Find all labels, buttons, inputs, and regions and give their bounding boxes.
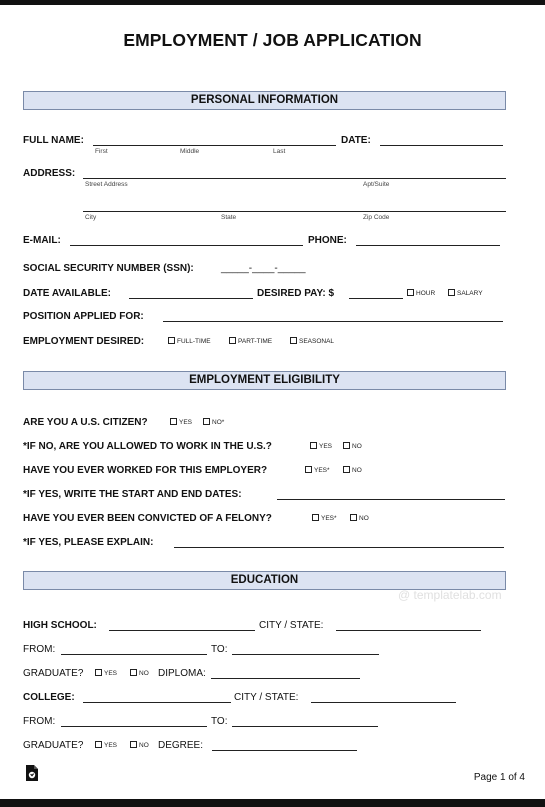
college-city-state-label: CITY / STATE: <box>234 692 299 703</box>
address-city-field[interactable] <box>83 211 506 212</box>
hs-to-label: TO: <box>211 644 228 655</box>
felony-label: HAVE YOU EVER BEEN CONVICTED OF A FELONY? <box>23 513 272 524</box>
high-school-row <box>23 619 506 633</box>
middle-caption: Middle <box>180 148 200 155</box>
section-header-personal: PERSONAL INFORMATION <box>23 91 506 110</box>
felony-no-option[interactable]: NO <box>350 513 369 524</box>
college-graduate-row <box>23 739 506 753</box>
apt-caption: Apt/Suite <box>363 181 390 188</box>
worked-no-option[interactable]: NO <box>343 465 362 476</box>
worked-before-label: HAVE YOU EVER WORKED FOR THIS EMPLOYER? <box>23 465 268 476</box>
degree-label: DEGREE: <box>158 740 204 751</box>
citizen-row <box>23 416 506 430</box>
part-time-option[interactable]: PART-TIME <box>229 336 272 347</box>
college-dates-row <box>23 715 506 729</box>
hs-to-field[interactable] <box>232 654 379 655</box>
checkbox[interactable] <box>312 514 319 521</box>
hs-from-label: FROM: <box>23 644 56 655</box>
hs-graduate-yes-option[interactable]: YES <box>95 668 117 679</box>
hs-city-state-field[interactable] <box>336 630 481 631</box>
hs-from-field[interactable] <box>61 654 207 655</box>
city-caption: City <box>85 214 97 221</box>
hs-city-state-label: CITY / STATE: <box>259 620 324 631</box>
checkbox[interactable] <box>290 337 297 344</box>
phone-field[interactable] <box>356 245 500 246</box>
college-from-field[interactable] <box>61 726 207 727</box>
seasonal-option[interactable]: SEASONAL <box>290 336 334 347</box>
address-street-field[interactable] <box>83 178 506 179</box>
high-school-field[interactable] <box>109 630 255 631</box>
hour-option[interactable]: HOUR <box>407 288 435 299</box>
full-time-option[interactable]: FULL-TIME <box>168 336 211 347</box>
high-school-label: HIGH SCHOOL: <box>23 620 97 631</box>
checkbox[interactable] <box>343 442 350 449</box>
checkbox[interactable] <box>130 741 137 748</box>
checkbox[interactable] <box>130 669 137 676</box>
page-title: EMPLOYMENT / JOB APPLICATION <box>123 30 422 50</box>
ssn-field[interactable]: _____-____-_____ <box>221 263 306 274</box>
checkbox[interactable] <box>168 337 175 344</box>
start-end-dates-field[interactable] <box>277 499 505 500</box>
email-field[interactable] <box>70 245 303 246</box>
college-graduate-no-option[interactable]: NO <box>130 740 149 751</box>
desired-pay-label: DESIRED PAY: $ <box>257 288 335 299</box>
felony-row <box>23 512 506 526</box>
college-graduate-yes-option[interactable]: YES <box>95 740 117 751</box>
checkbox[interactable] <box>350 514 357 521</box>
felony-explain-row <box>23 536 506 550</box>
address-label: ADDRESS: <box>23 168 76 179</box>
position-row <box>23 310 506 324</box>
work-allowed-yes-option[interactable]: YES <box>310 441 332 452</box>
availability-row <box>23 287 506 301</box>
hs-graduate-label: GRADUATE? <box>23 668 84 679</box>
state-caption: State <box>221 214 237 221</box>
start-end-dates-row <box>23 488 506 502</box>
email-row <box>23 234 506 248</box>
checkbox[interactable] <box>448 289 455 296</box>
college-city-state-field[interactable] <box>311 702 456 703</box>
bottom-border <box>0 799 545 807</box>
date-available-label: DATE AVAILABLE: <box>23 288 111 299</box>
hs-graduate-no-option[interactable]: NO <box>130 668 149 679</box>
checkbox[interactable] <box>95 741 102 748</box>
ssn-label: SOCIAL SECURITY NUMBER (SSN): <box>23 263 194 274</box>
felony-yes-option[interactable]: YES* <box>312 513 337 524</box>
full-name-row <box>23 134 506 155</box>
employment-desired-label: EMPLOYMENT DESIRED: <box>23 336 145 347</box>
diploma-label: DIPLOMA: <box>158 668 206 679</box>
last-caption: Last <box>273 148 286 155</box>
checkbox[interactable] <box>343 466 350 473</box>
date-available-field[interactable] <box>129 298 253 299</box>
zip-caption: Zip Code <box>363 214 390 221</box>
full-name-field[interactable] <box>93 145 336 146</box>
salary-option[interactable]: SALARY <box>448 288 483 299</box>
checkbox[interactable] <box>95 669 102 676</box>
college-to-field[interactable] <box>232 726 378 727</box>
address-city-row <box>23 200 506 221</box>
document-icon <box>25 764 39 782</box>
position-label: POSITION APPLIED FOR: <box>23 311 144 322</box>
citizen-yes-option[interactable]: YES <box>170 417 192 428</box>
street-caption: Street Address <box>85 181 128 188</box>
hs-dates-row <box>23 643 506 657</box>
checkbox[interactable] <box>310 442 317 449</box>
ssn-row <box>23 262 506 276</box>
date-label: DATE: <box>341 135 371 146</box>
work-allowed-label: *IF NO, ARE YOU ALLOWED TO WORK IN THE U.S.? <box>23 441 272 452</box>
checkbox[interactable] <box>305 466 312 473</box>
section-header-education: EDUCATION <box>23 571 506 590</box>
college-row <box>23 691 506 705</box>
worked-yes-option[interactable]: YES* <box>305 465 330 476</box>
citizen-label: ARE YOU A U.S. CITIZEN? <box>23 417 148 428</box>
felony-explain-label: *IF YES, PLEASE EXPLAIN: <box>23 537 154 548</box>
date-field[interactable] <box>380 145 503 146</box>
section-header-eligibility: EMPLOYMENT ELIGIBILITY <box>23 371 506 390</box>
position-field[interactable] <box>163 321 503 322</box>
start-end-dates-label: *IF YES, WRITE THE START AND END DATES: <box>23 489 242 500</box>
college-to-label: TO: <box>211 716 228 727</box>
email-label: E-MAIL: <box>23 235 61 246</box>
felony-explain-field[interactable] <box>174 547 504 548</box>
work-allowed-no-option[interactable]: NO <box>343 441 362 452</box>
address-row <box>23 167 506 188</box>
watermark: @ templatelab.com <box>398 588 502 602</box>
hs-graduate-row <box>23 667 506 681</box>
work-allowed-row <box>23 440 506 454</box>
employment-desired-row <box>23 335 506 349</box>
checkbox[interactable] <box>407 289 414 296</box>
college-from-label: FROM: <box>23 716 56 727</box>
top-border <box>0 0 545 5</box>
checkbox[interactable] <box>170 418 177 425</box>
citizen-no-option[interactable]: NO* <box>203 417 224 428</box>
desired-pay-field[interactable] <box>349 298 403 299</box>
first-caption: First <box>95 148 108 155</box>
degree-field[interactable] <box>212 750 357 751</box>
full-name-label: FULL NAME: <box>23 135 84 146</box>
phone-label: PHONE: <box>308 235 347 246</box>
college-graduate-label: GRADUATE? <box>23 740 84 751</box>
diploma-field[interactable] <box>211 678 360 679</box>
college-label: COLLEGE: <box>23 692 75 703</box>
checkbox[interactable] <box>229 337 236 344</box>
page-number: Page 1 of 4 <box>473 772 525 783</box>
college-field[interactable] <box>83 702 231 703</box>
worked-before-row <box>23 464 506 478</box>
checkbox[interactable] <box>203 418 210 425</box>
